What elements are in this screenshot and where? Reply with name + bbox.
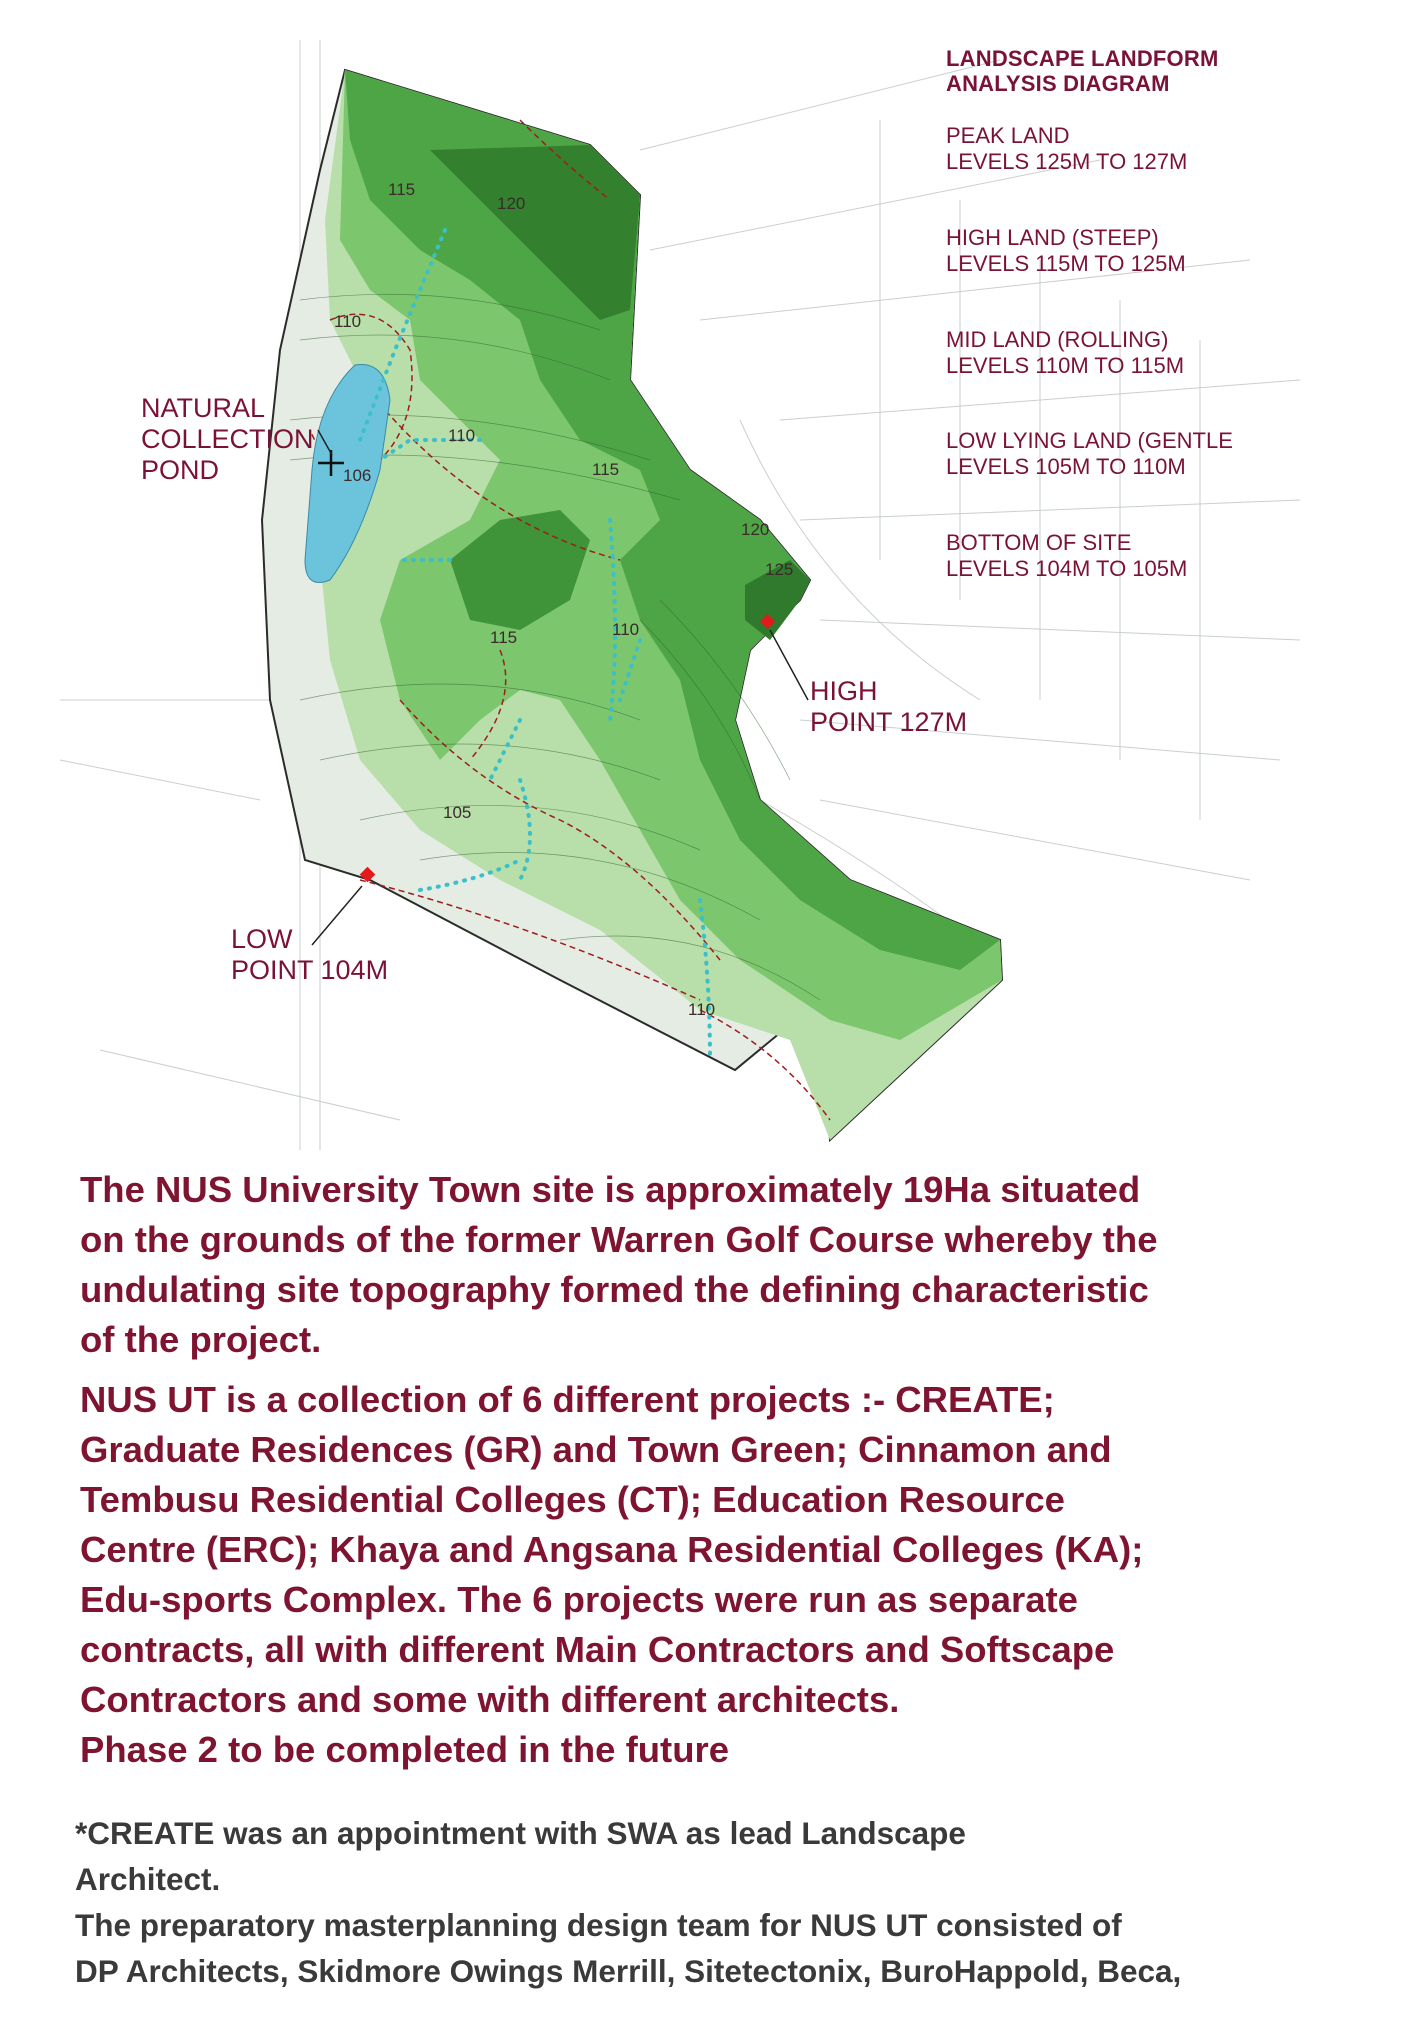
legend-item-mid xyxy=(946,327,1386,379)
footnote xyxy=(75,1810,1375,1994)
text-line: Architect. xyxy=(75,1861,221,1897)
contour-label: 110 xyxy=(448,426,476,445)
site-description xyxy=(80,1165,1340,1365)
contour-label: 115 xyxy=(388,180,416,199)
text-line: on the grounds of the former Warren Golf Course whereby the xyxy=(80,1219,1158,1260)
text-line: of the project. xyxy=(80,1319,322,1360)
legend-item-name: MID LAND (ROLLING) xyxy=(946,327,1169,352)
pond-label xyxy=(141,393,314,486)
text-line: The NUS University Town site is approximately 19Ha situated xyxy=(80,1169,1141,1210)
text-line: The preparatory masterplanning design team for NUS UT consisted of xyxy=(75,1907,1122,1943)
low-point-label-line: LOW xyxy=(231,924,293,954)
high-point-label-line: POINT 127M xyxy=(810,707,968,737)
projects-description xyxy=(80,1375,1340,1775)
legend-item-levels: LEVELS 110M TO 115M xyxy=(946,353,1185,378)
high-point-label-line: HIGH xyxy=(810,676,878,706)
text-line: Centre (ERC); Khaya and Angsana Residential Colleges (KA); xyxy=(80,1529,1144,1570)
contour-label: 110 xyxy=(334,312,362,331)
contour-label: 110 xyxy=(688,1000,716,1019)
legend-item-levels: LEVELS 105M TO 110M xyxy=(946,454,1186,479)
legend-item-bottom xyxy=(946,530,1386,582)
text-line: Tembusu Residential Colleges (CT); Education Resource xyxy=(80,1479,1065,1520)
text-line: Edu-sports Complex. The 6 projects were run as separate xyxy=(80,1579,1078,1620)
legend-item-name: PEAK LAND xyxy=(946,123,1070,148)
text-line: Phase 2 to be completed in the future xyxy=(80,1729,729,1770)
contour-label: 125 xyxy=(765,560,794,579)
pond-label-line: POND xyxy=(141,455,220,485)
low-point-label xyxy=(231,924,388,986)
legend-item-name: BOTTOM OF SITE xyxy=(946,530,1132,555)
text-line: contracts, all with different Main Contractors and Softscape xyxy=(80,1629,1115,1670)
pond-label-line: NATURAL xyxy=(141,393,266,423)
text-line: undulating site topography formed the defining characteristic xyxy=(80,1269,1149,1310)
text-line: DP Architects, Skidmore Owings Merrill, Sitetectonix, BuroHappold, Beca, xyxy=(75,1953,1182,1989)
legend-item-name: LOW LYING LAND (GENTLE xyxy=(946,428,1233,453)
text-line: *CREATE was an appointment with SWA as lead Landscape xyxy=(75,1815,966,1851)
legend-item-name: HIGH LAND (STEEP) xyxy=(946,225,1159,250)
contour-label: 120 xyxy=(497,194,526,213)
legend-title-line: LANDSCAPE LANDFORM xyxy=(946,46,1219,71)
high-point-label xyxy=(810,676,967,738)
contour-label: 115 xyxy=(490,628,518,647)
contour-label: 105 xyxy=(443,803,472,822)
text-line: Contractors and some with different architects. xyxy=(80,1679,900,1720)
pond-label-line: COLLECTION xyxy=(141,424,314,454)
legend-item-low xyxy=(946,428,1386,480)
legend-item-levels: LEVELS 125M TO 127M xyxy=(946,149,1188,174)
legend-item-levels: LEVELS 115M TO 125M xyxy=(946,251,1186,276)
legend-title-line: ANALYSIS DIAGRAM xyxy=(946,71,1170,96)
contour-label: 120 xyxy=(741,520,770,539)
legend-title xyxy=(946,46,1366,96)
legend-item-peak xyxy=(946,123,1386,175)
low-point-label-line: POINT 104M xyxy=(231,955,389,985)
contour-label: 115 xyxy=(592,460,620,479)
text-line: NUS UT is a collection of 6 different projects :- CREATE; xyxy=(80,1379,1055,1420)
contour-label: 106 xyxy=(343,466,372,485)
legend-item-high xyxy=(946,225,1386,277)
contour-label: 110 xyxy=(612,620,640,639)
text-line: Graduate Residences (GR) and Town Green; Cinnamon and xyxy=(80,1429,1112,1470)
legend-item-levels: LEVELS 104M TO 105M xyxy=(946,556,1188,581)
